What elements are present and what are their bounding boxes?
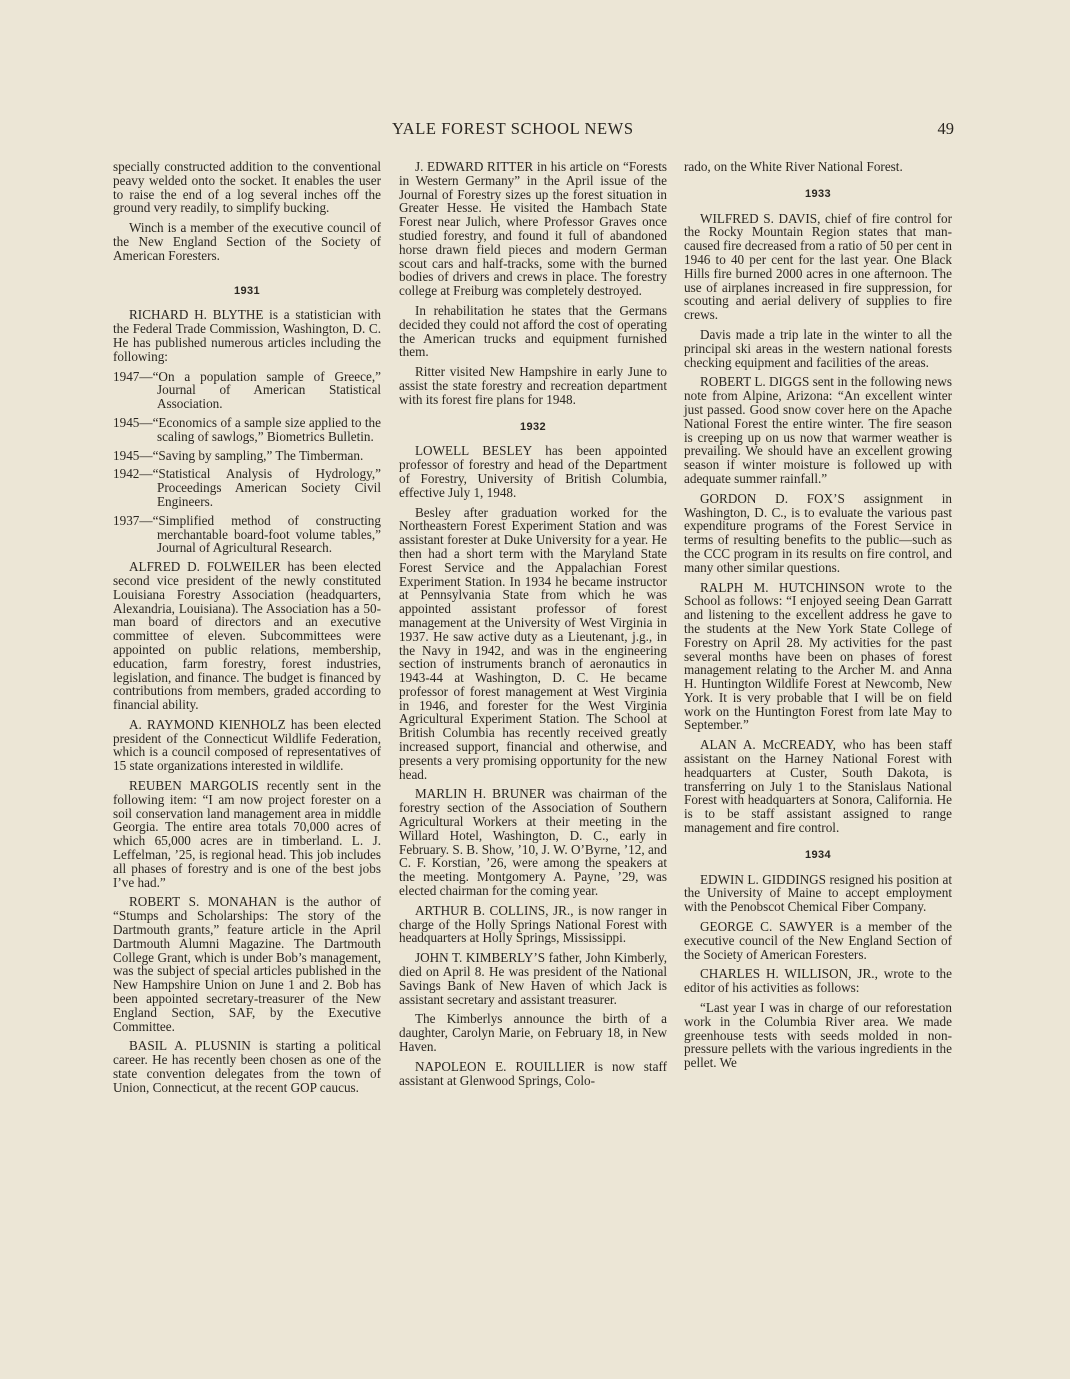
- paragraph: GEORGE C. SAWYER is a member of the executive council of the New England Section of the Society of American Foresters.: [684, 919, 952, 962]
- paragraph: A. RAYMOND KIENHOLZ has been elected president of the Connecticut Wildlife Federation, which is a council composed of representatives of 15 state organizations interested in wildlife.: [113, 716, 381, 774]
- publication-entry: 1937—“Simplified method of constructing merchantable board-foot volume tables,” Journal of Agricultural Research.: [113, 512, 381, 556]
- paragraph: In rehabilitation he states that the Germans decided they could not afford the cost of operating the American trucks and equipment furnished them.: [399, 302, 667, 360]
- class-year-heading: 1934: [804, 848, 832, 861]
- paragraph: Ritter visited New Hampshire in early June to assist the state forestry and recreation department with its forest fire plans for 1948.: [399, 364, 667, 407]
- publication-entry: 1942—“Statistical Analysis of Hydrology,” Proceedings American Society Civil Engineers.: [113, 466, 381, 509]
- page-header: [112, 119, 954, 141]
- paragraph: Davis made a trip late in the winter to all the principal ski areas in the western national forests checking equipment and facilities of the areas.: [684, 326, 952, 370]
- publication-entry: 1945—“Saving by sampling,” The Timberman.: [113, 447, 364, 463]
- paragraph: LOWELL BESLEY has been appointed professor of forestry and head of the Department of Forestry, University of British Columbia, effective July 1, 1948.: [399, 443, 667, 500]
- paragraph: RICHARD H. BLYTHE is a statistician with the Federal Trade Commission, Washington, D. C. He has published numerous articles including the following:: [113, 307, 381, 364]
- paragraph: The Kimberlys announce the birth of a daughter, Carolyn Marie, on February 18, in New Haven.: [399, 1011, 667, 1055]
- paragraph: ROBERT L. DIGGS sent in the following news note from Alpine, Arizona: “An excellent winter just passed. Good snow cover here on the Apache National Forest the entire winter. The fire season is creeping up on us now that warmer weather is prevailing. We should have an excellent growing season if winter moisture is followed up with adequate summer rainfall.”: [684, 374, 952, 486]
- paragraph: MARLIN H. BRUNER was chairman of the forestry section of the Association of Southern Agricultural Workers at their meeting in the Willard Hotel, Washington, D. C., early in February. S. B. Show, ’10, J. W. O’Byrne, ’12, and C. F. Korstian, ’26, were among the speakers at the meeting. Montgomery A. Payne, ’29, was elected chairman for the coming year.: [399, 786, 667, 899]
- paragraph: WILFRED S. DAVIS, chief of fire control for the Rocky Mountain Region states that man-caused fire decreased from a ratio of 50 per cent in 1946 to 40 per cent for the last year. One Black Hills fire burned 2000 acres in one afternoon. The use of airplanes increased in fire suppression, for scouting and aerial delivery of supplies to fire crews.: [684, 210, 953, 323]
- class-year-heading: 1931: [233, 284, 261, 297]
- paragraph: ALFRED D. FOLWEILER has been elected second vice president of the newly constituted Louisiana Forestry Association (headquarters, Alexandria, Louisiana). The Association has a 50-man board of directors and an executive committee of eleven. Subcommittees were appointed on public relations, membership, education, farm forestry, forest industries, legislation, and finance. The budget is financed by contributions from members, graded according to financial ability.: [113, 559, 381, 713]
- running-title: YALE FOREST SCHOOL NEWS: [392, 119, 634, 138]
- paragraph: Winch is a member of the executive council of the New England Section of the Society of American Foresters.: [113, 220, 381, 263]
- column-3: [684, 160, 952, 1076]
- column-2: [399, 160, 667, 1093]
- publication-entry: 1945—“Economics of a sample size applied to the scaling of sawlogs,” Biometrics Bulletin.: [113, 414, 381, 444]
- paragraph: JOHN T. KIMBERLY’S father, John Kimberly, died on April 8. He was president of the National Savings Bank of New Haven of which Jack is assistant secretary and assistant treasurer.: [399, 950, 667, 1007]
- class-year-heading: 1932: [519, 420, 547, 433]
- paragraph: BASIL A. PLUSNIN is starting a political career. He has recently been chosen as one of the state convention delegates from the town of Union, Connecticut, at the recent GOP caucus.: [113, 1038, 381, 1095]
- paragraph: GORDON D. FOX’S assignment in Washington, D. C., is to evaluate the various past expenditure programs of the Forest Service in terms of resulting benefits to the public—such as the CCC program in its results on fire control, and many other similar questions.: [684, 490, 952, 575]
- publication-entry: 1947—“On a population sample of Greece,” Journal of American Statistical Association.: [113, 368, 381, 412]
- paragraph: ARTHUR B. COLLINS, JR., is now ranger in charge of the Holly Springs National Forest with headquarters at Holly Springs, Mississippi.: [399, 902, 667, 946]
- paragraph: rado, on the White River National Forest.: [684, 159, 903, 174]
- paragraph: “Last year I was in charge of our reforestation work in the Columbia River area. We made greenhouse tests with seeds molded in non-pressure pellets with the various ingredients in the pellet. We: [684, 1000, 952, 1071]
- paragraph: specially constructed addition to the conventional peavy welded onto the socket. It enables the user to raise the end of a log several inches off the ground very readily, to simplify bucking.: [113, 159, 381, 216]
- class-year-heading: 1933: [804, 187, 832, 200]
- paragraph: RALPH M. HUTCHINSON wrote to the School as follows: “I enjoyed seeing Dean Garratt and listening to the excellent address he gave to the students at the New York State College of Forestry on April 28. My activities for the past several months have been on phases of forest management relating to the Archer M. and Anna H. Huntington Wildlife Forest at Newcomb, New York. It is very probable that I will be on field work on the Huntington Forest from late May to September.”: [684, 579, 952, 733]
- column-1: [113, 160, 381, 1101]
- paragraph: CHARLES H. WILLISON, JR., wrote to the editor of his activities as follows:: [684, 966, 952, 996]
- paragraph: REUBEN MARGOLIS recently sent in the following item: “I am now project forester on a soil conservation land management area in middle Georgia. The entire area totals 70,000 acres of which 65,000 acres are in timberland. L. J. Leffelman, ’25, is regional head. This job includes all phases of forestry and is one of the best jobs I’ve had.”: [113, 778, 381, 890]
- paragraph: EDWIN L. GIDDINGS resigned his position at the University of Maine to accept employment with the Penobscot Chemical Fiber Company.: [684, 871, 952, 915]
- paragraph: Besley after graduation worked for the Northeastern Forest Experiment Station and was assistant forester at Duke University for a year. He then had a short term with the Maryland State Forest Service and the Appalachian Forest Experiment Station. In 1934 he became instructor at Pennsylvania State from which he was appointed assistant professor of forest management at the University of West Virginia in 1937. He saw active duty as a Lieutenant, j.g., in the Navy in 1942, and was in the engineering section of instruments branch of aeronautics in 1943-44 at Washington, D. C. He became professor of forest management at West Virginia in 1946, and forester for the West Virginia Agricultural Experiment Station. The School at British Columbia has recently received greatly increased support, financial and otherwise, and presents a very promising opportunity for the new head.: [399, 504, 667, 782]
- paragraph: J. EDWARD RITTER in his article on “Forests in Western Germany” in the April issue of the Journal of Forestry sizes up the forest situation in Greater Hesse. He visited the Hambach State Forest near Julich, where Professor Graves once studied forestry, and found it full of abandoned horse drawn field pieces and modern German scout cars and half-tracks, some with the burned bodies of drivers and crews in place. The forestry college at Freiburg was completely destroyed.: [399, 159, 667, 299]
- paragraph: NAPOLEON E. ROUILLIER is now staff assistant at Glenwood Springs, Colo-: [399, 1058, 667, 1088]
- paragraph: ALAN A. McCREADY, who has been staff assistant on the Harney National Forest with headquarters at Custer, South Dakota, is transferring on July 1 to the Stanislaus National Forest with headquarters at Sonora, California. He is to be staff assistant assigned to range management and fire control.: [684, 737, 952, 836]
- paragraph: ROBERT S. MONAHAN is the author of “Stumps and Scholarships: The story of the Dartmouth grants,” feature article in the April Dartmouth Alumni Magazine. The Dartmouth College Grant, which is under Bob’s management, was the subject of special articles published in the New Hampshire Union on June 1 and 2. Bob has been appointed secretary-treasurer of the New England Section, SAF, by the Executive Committee.: [113, 894, 381, 1034]
- page-number: 49: [937, 119, 954, 138]
